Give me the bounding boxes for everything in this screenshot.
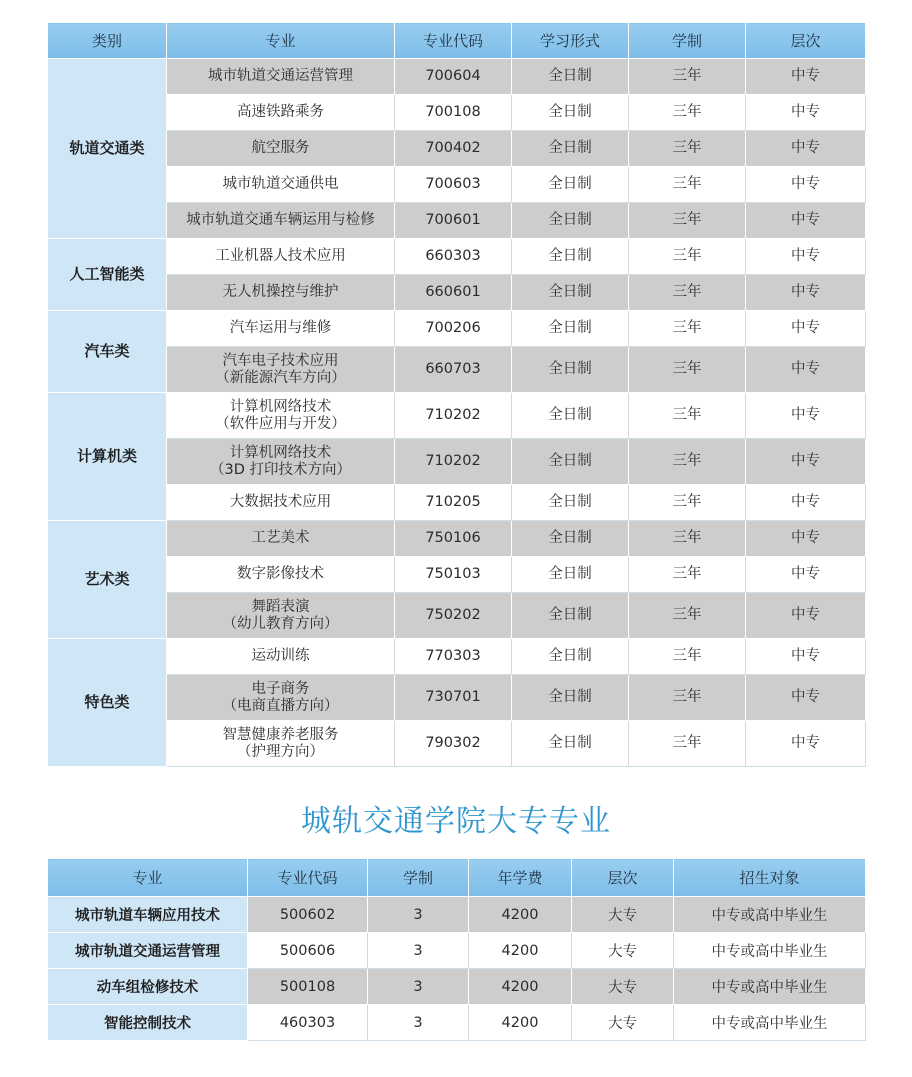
- table-row: [48, 439, 866, 485]
- table-row: [48, 593, 866, 639]
- table-row: [48, 203, 866, 239]
- duration-cell: 三年: [629, 275, 746, 311]
- study-form-cell: 全日制: [512, 95, 629, 131]
- major-name: 城市轨道交通供电: [222, 176, 339, 192]
- admission-target-cell: 中专或高中毕业生: [674, 933, 866, 969]
- major-name: 城市轨道交通车辆运用与检修: [186, 212, 375, 228]
- major-cell: [167, 59, 395, 95]
- secondary-majors-table: [47, 22, 866, 767]
- major-name: 计算机网络技术: [229, 398, 332, 415]
- major-cell: [167, 239, 395, 275]
- code-cell: 660303: [395, 239, 512, 275]
- table-row: [48, 675, 866, 721]
- study-form-cell: 全日制: [512, 239, 629, 275]
- level-cell: 中专: [746, 521, 866, 557]
- duration-cell: 3: [368, 933, 469, 969]
- header-annual-fee: 年学费: [469, 859, 572, 897]
- level-cell: 中专: [746, 167, 866, 203]
- header-duration: 学制: [629, 23, 746, 59]
- level-cell: 大专: [572, 933, 674, 969]
- major-cell: [167, 557, 395, 593]
- major-cell: 城市轨道车辆应用技术: [48, 897, 248, 933]
- level-cell: 大专: [572, 1005, 674, 1041]
- major-name: 计算机网络技术: [229, 444, 332, 461]
- level-cell: 中专: [746, 239, 866, 275]
- level-cell: 中专: [746, 593, 866, 639]
- annual-fee-cell: 4200: [469, 897, 572, 933]
- category-cell: 特色类: [48, 639, 167, 767]
- major-name: 城市轨道交通运营管理: [208, 68, 353, 84]
- major-direction: （软件应用与开发）: [215, 415, 346, 432]
- major-name: 高速铁路乘务: [237, 104, 324, 120]
- duration-cell: 三年: [629, 675, 746, 721]
- category-cell: 轨道交通类: [48, 59, 167, 239]
- annual-fee-cell: 4200: [469, 933, 572, 969]
- table-row: [48, 721, 866, 767]
- table-row: [48, 969, 866, 1005]
- study-form-cell: 全日制: [512, 557, 629, 593]
- study-form-cell: 全日制: [512, 639, 629, 675]
- duration-cell: 三年: [629, 131, 746, 167]
- code-cell: 500602: [248, 897, 368, 933]
- table-row: [48, 59, 866, 95]
- category-cell: 汽车类: [48, 311, 167, 393]
- study-form-cell: 全日制: [512, 593, 629, 639]
- code-cell: 750202: [395, 593, 512, 639]
- study-form-cell: 全日制: [512, 485, 629, 521]
- duration-cell: 三年: [629, 239, 746, 275]
- table-row: [48, 311, 866, 347]
- code-cell: 700603: [395, 167, 512, 203]
- major-cell: [167, 131, 395, 167]
- code-cell: 750106: [395, 521, 512, 557]
- major-direction: （3D 打印技术方向）: [210, 461, 351, 478]
- table-row: [48, 275, 866, 311]
- level-cell: 中专: [746, 131, 866, 167]
- level-cell: 中专: [746, 59, 866, 95]
- major-name: 大数据技术应用: [229, 494, 332, 510]
- major-name: 汽车电子技术应用: [222, 352, 339, 369]
- major-name: 数字影像技术: [237, 566, 324, 582]
- header-level: 层次: [746, 23, 866, 59]
- table-row: [48, 521, 866, 557]
- major-cell: 城市轨道交通运营管理: [48, 933, 248, 969]
- level-cell: 中专: [746, 675, 866, 721]
- level-cell: 中专: [746, 721, 866, 767]
- duration-cell: 三年: [629, 557, 746, 593]
- level-cell: 大专: [572, 969, 674, 1005]
- code-cell: 730701: [395, 675, 512, 721]
- table-row: [48, 639, 866, 675]
- table-header-row: [48, 23, 866, 59]
- study-form-cell: 全日制: [512, 167, 629, 203]
- duration-cell: 三年: [629, 439, 746, 485]
- major-cell: [167, 721, 395, 767]
- code-cell: 770303: [395, 639, 512, 675]
- duration-cell: 3: [368, 897, 469, 933]
- code-cell: 710202: [395, 393, 512, 439]
- table-row: [48, 167, 866, 203]
- header-level: 层次: [572, 859, 674, 897]
- study-form-cell: 全日制: [512, 675, 629, 721]
- code-cell: 790302: [395, 721, 512, 767]
- code-cell: 660703: [395, 347, 512, 393]
- header-major: 专业: [48, 859, 248, 897]
- study-form-cell: 全日制: [512, 439, 629, 485]
- major-cell: [167, 639, 395, 675]
- level-cell: 中专: [746, 275, 866, 311]
- major-cell: [167, 167, 395, 203]
- major-cell: [167, 203, 395, 239]
- study-form-cell: 全日制: [512, 131, 629, 167]
- code-cell: 700601: [395, 203, 512, 239]
- table-row: [48, 897, 866, 933]
- duration-cell: 3: [368, 969, 469, 1005]
- study-form-cell: 全日制: [512, 393, 629, 439]
- header-study-form: 学习形式: [512, 23, 629, 59]
- code-cell: 710205: [395, 485, 512, 521]
- major-direction: （幼儿教育方向）: [222, 615, 339, 632]
- major-cell: [167, 521, 395, 557]
- table-row: [48, 393, 866, 439]
- study-form-cell: 全日制: [512, 521, 629, 557]
- major-name: 工艺美术: [251, 530, 310, 546]
- table-row: [48, 131, 866, 167]
- table-row: [48, 95, 866, 131]
- major-cell: [167, 95, 395, 131]
- major-cell: [167, 311, 395, 347]
- duration-cell: 3: [368, 1005, 469, 1041]
- major-name: 无人机操控与维护: [222, 284, 339, 300]
- table-row: [48, 239, 866, 275]
- study-form-cell: 全日制: [512, 203, 629, 239]
- header-code: 专业代码: [395, 23, 512, 59]
- major-name: 舞蹈表演: [251, 598, 310, 615]
- code-cell: 500606: [248, 933, 368, 969]
- duration-cell: 三年: [629, 521, 746, 557]
- table-row: [48, 933, 866, 969]
- major-name: 智慧健康养老服务: [222, 726, 339, 743]
- code-cell: 460303: [248, 1005, 368, 1041]
- major-name: 工业机器人技术应用: [215, 248, 346, 264]
- level-cell: 中专: [746, 347, 866, 393]
- level-cell: 中专: [746, 439, 866, 485]
- study-form-cell: 全日制: [512, 347, 629, 393]
- code-cell: 710202: [395, 439, 512, 485]
- major-direction: （电商直播方向）: [222, 697, 339, 714]
- duration-cell: 三年: [629, 203, 746, 239]
- header-category: 类别: [48, 23, 167, 59]
- study-form-cell: 全日制: [512, 59, 629, 95]
- duration-cell: 三年: [629, 485, 746, 521]
- code-cell: 500108: [248, 969, 368, 1005]
- level-cell: 大专: [572, 897, 674, 933]
- major-cell: [167, 439, 395, 485]
- table-row: [48, 1005, 866, 1041]
- table-row: [48, 485, 866, 521]
- header-major: 专业: [167, 23, 395, 59]
- annual-fee-cell: 4200: [469, 1005, 572, 1041]
- major-direction: （新能源汽车方向）: [215, 369, 346, 386]
- level-cell: 中专: [746, 639, 866, 675]
- college-majors-table: [47, 858, 866, 1041]
- level-cell: 中专: [746, 95, 866, 131]
- major-cell: [167, 485, 395, 521]
- major-direction: （护理方向）: [237, 743, 324, 760]
- section-heading: 城轨交通学院大专专业: [301, 804, 611, 839]
- table-header-row: [48, 859, 866, 897]
- level-cell: 中专: [746, 393, 866, 439]
- study-form-cell: 全日制: [512, 311, 629, 347]
- category-cell: 人工智能类: [48, 239, 167, 311]
- admission-target-cell: 中专或高中毕业生: [674, 897, 866, 933]
- table-row: [48, 557, 866, 593]
- duration-cell: 三年: [629, 167, 746, 203]
- code-cell: 700206: [395, 311, 512, 347]
- study-form-cell: 全日制: [512, 275, 629, 311]
- major-name: 航空服务: [251, 140, 310, 156]
- duration-cell: 三年: [629, 639, 746, 675]
- major-cell: [167, 275, 395, 311]
- major-name: 汽车运用与维修: [229, 320, 332, 336]
- major-cell: [167, 393, 395, 439]
- code-cell: 700108: [395, 95, 512, 131]
- admission-target-cell: 中专或高中毕业生: [674, 969, 866, 1005]
- code-cell: 660601: [395, 275, 512, 311]
- code-cell: 700604: [395, 59, 512, 95]
- level-cell: 中专: [746, 311, 866, 347]
- duration-cell: 三年: [629, 347, 746, 393]
- major-cell: 智能控制技术: [48, 1005, 248, 1041]
- major-cell: 动车组检修技术: [48, 969, 248, 1005]
- major-name: 电子商务: [251, 680, 310, 697]
- header-duration: 学制: [368, 859, 469, 897]
- table-row: [48, 347, 866, 393]
- category-cell: 计算机类: [48, 393, 167, 521]
- major-name: 运动训练: [251, 648, 310, 664]
- header-admission-target: 招生对象: [674, 859, 866, 897]
- code-cell: 700402: [395, 131, 512, 167]
- annual-fee-cell: 4200: [469, 969, 572, 1005]
- header-code: 专业代码: [248, 859, 368, 897]
- level-cell: 中专: [746, 557, 866, 593]
- major-cell: [167, 675, 395, 721]
- major-cell: [167, 593, 395, 639]
- duration-cell: 三年: [629, 721, 746, 767]
- duration-cell: 三年: [629, 393, 746, 439]
- level-cell: 中专: [746, 485, 866, 521]
- duration-cell: 三年: [629, 311, 746, 347]
- study-form-cell: 全日制: [512, 721, 629, 767]
- duration-cell: 三年: [629, 95, 746, 131]
- duration-cell: 三年: [629, 593, 746, 639]
- major-cell: [167, 347, 395, 393]
- duration-cell: 三年: [629, 59, 746, 95]
- category-cell: 艺术类: [48, 521, 167, 639]
- level-cell: 中专: [746, 203, 866, 239]
- admission-target-cell: 中专或高中毕业生: [674, 1005, 866, 1041]
- code-cell: 750103: [395, 557, 512, 593]
